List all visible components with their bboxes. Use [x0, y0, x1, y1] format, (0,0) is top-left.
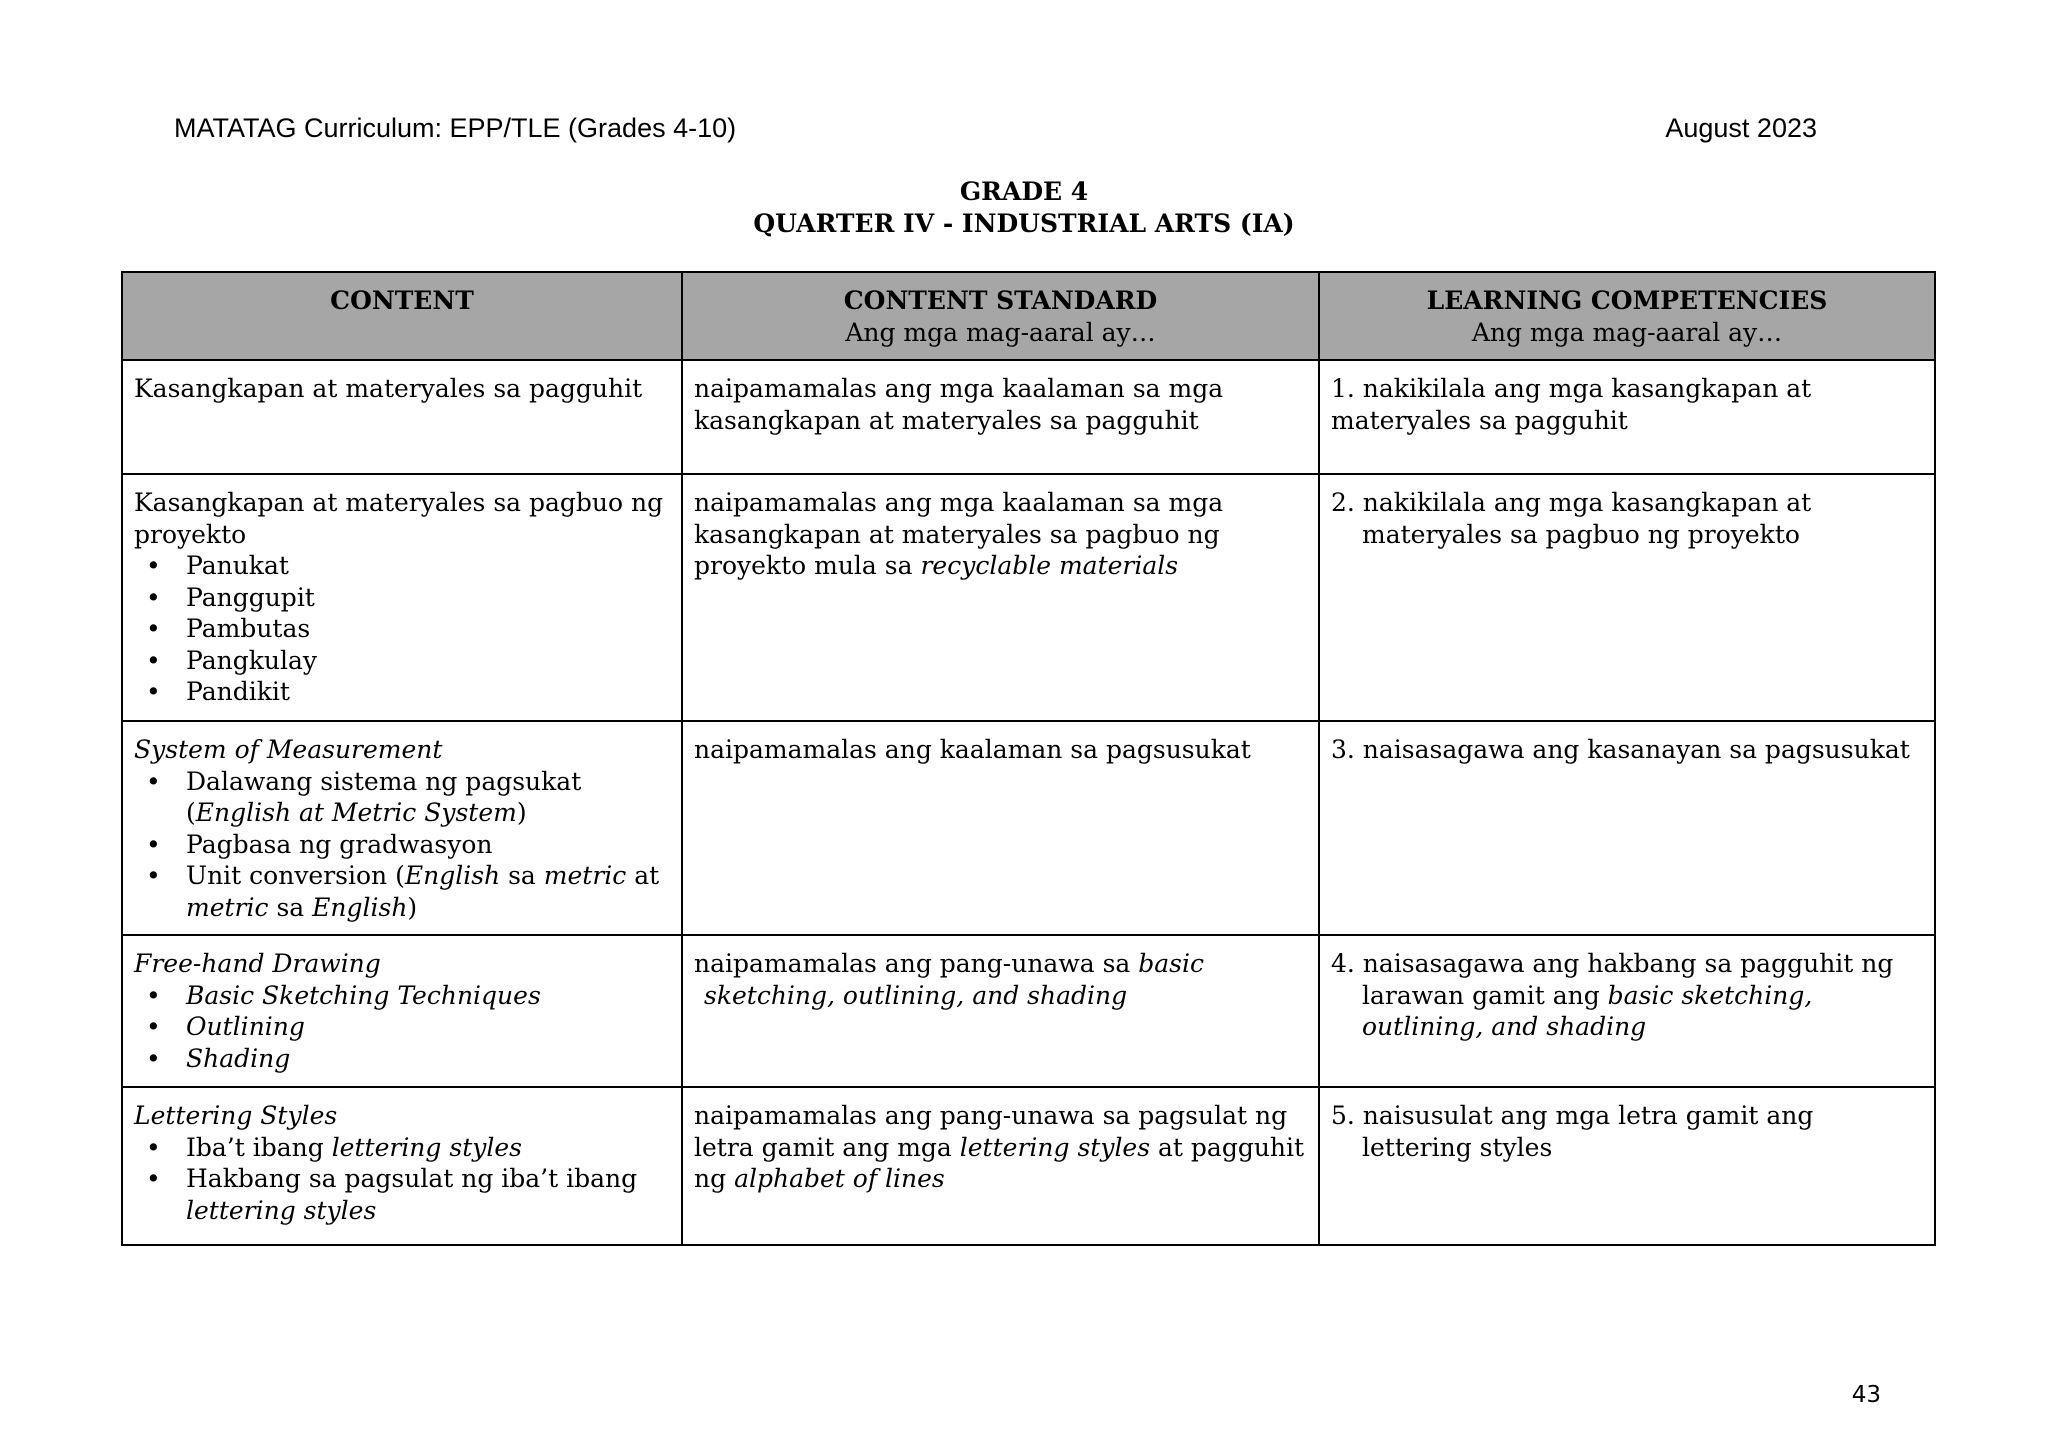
competency-text: 4. naisasagawa ang hakbang sa pagguhit ng larawan gamit ang basic sketching, outlining, and shading — [1331, 949, 1894, 1041]
content-list — [134, 980, 671, 1075]
table-row — [122, 360, 1935, 474]
content-cell — [122, 360, 682, 474]
list-item: • Shading — [186, 1043, 671, 1075]
list-item: • Pandikit — [186, 676, 671, 708]
content-cell — [122, 1087, 682, 1245]
list-item: • Pagbasa ng gradwasyon — [186, 829, 671, 861]
list-item: • Iba’t ibang lettering styles — [186, 1132, 671, 1164]
standard-cell — [682, 474, 1319, 721]
competency-text: 1. nakikilala ang mga kasangkapan at materyales sa pagguhit — [1331, 374, 1812, 435]
standard-text: naipamamalas ang kaalaman sa pagsusukat — [694, 735, 1251, 764]
content-cell — [122, 474, 682, 721]
column-subheading: Ang mga mag-aaral ay… — [1471, 317, 1783, 347]
content-title: Lettering Styles — [134, 1101, 338, 1130]
table-row — [122, 721, 1935, 935]
list-item: • Dalawang sistema ng pagsukat (English at Metric System) — [186, 766, 671, 829]
column-heading: CONTENT STANDARD — [843, 286, 1158, 315]
standard-text: naipamamalas ang pang-unawa sa basic sketching, outlining, and shading — [694, 949, 1205, 1010]
competency-text: 3. naisasagawa ang kasanayan sa pagsusukat — [1331, 735, 1910, 764]
content-title: Kasangkapan at materyales sa pagbuo ng proyekto — [134, 488, 664, 549]
document-header-title: MATATAG Curriculum: EPP/TLE (Grades 4-10) — [174, 113, 737, 143]
content-title: System of Measurement — [134, 735, 443, 764]
list-item: • Outlining — [186, 1011, 671, 1043]
content-cell — [122, 721, 682, 935]
list-item: • Panggupit — [186, 582, 671, 614]
content-title: Free-hand Drawing — [134, 949, 381, 978]
standard-cell — [682, 360, 1319, 474]
competency-cell — [1319, 1087, 1935, 1245]
competency-cell — [1319, 721, 1935, 935]
competency-text: 2. nakikilala ang mga kasangkapan at materyales sa pagbuo ng proyekto — [1331, 488, 1812, 549]
column-heading: LEARNING COMPETENCIES — [1426, 286, 1828, 315]
column-subheading: Ang mga mag-aaral ay… — [845, 317, 1156, 347]
list-item: • Hakbang sa pagsulat ng iba’t ibang lettering styles — [186, 1163, 671, 1226]
list-item: • Basic Sketching Techniques — [186, 980, 671, 1012]
table-row — [122, 1087, 1935, 1245]
column-header-competencies — [1319, 272, 1935, 360]
list-item: • Panukat — [186, 550, 671, 582]
page-number: 43 — [1851, 1382, 1881, 1408]
content-list — [134, 550, 671, 708]
standard-text: naipamamalas ang mga kaalaman sa mga kasangkapan at materyales sa pagbuo ng proyekto mula sa recyclable materials — [694, 488, 1224, 580]
competency-cell — [1319, 935, 1935, 1087]
content-list — [134, 1132, 671, 1227]
standard-cell — [682, 721, 1319, 935]
list-item: • Pambutas — [186, 613, 671, 645]
list-item: • Pangkulay — [186, 645, 671, 677]
document-header-date: August 2023 — [1665, 113, 1817, 143]
standard-cell — [682, 1087, 1319, 1245]
column-header-standard — [682, 272, 1319, 360]
curriculum-table — [121, 271, 1936, 1246]
standard-text: naipamamalas ang pang-unawa sa pagsulat ng letra gamit ang mga lettering styles at pagguhit ng alphabet of lines — [694, 1101, 1305, 1193]
table-row — [122, 474, 1935, 721]
grade-title: GRADE 4 — [959, 177, 1089, 206]
list-item: • Unit conversion (English sa metric at metric sa English) — [186, 860, 671, 923]
table-row — [122, 935, 1935, 1087]
table-header-row — [122, 272, 1935, 360]
competency-cell — [1319, 360, 1935, 474]
content-title: Kasangkapan at materyales sa pagguhit — [134, 374, 643, 403]
competency-cell — [1319, 474, 1935, 721]
standard-text: naipamamalas ang mga kaalaman sa mga kasangkapan at materyales sa pagguhit — [694, 374, 1224, 435]
content-cell — [122, 935, 682, 1087]
content-list — [134, 766, 671, 924]
standard-cell — [682, 935, 1319, 1087]
quarter-title: QUARTER IV - INDUSTRIAL ARTS (IA) — [753, 209, 1295, 238]
column-heading: CONTENT — [330, 286, 474, 315]
competency-text: 5. naisusulat ang mga letra gamit ang lettering styles — [1331, 1101, 1814, 1162]
column-header-content — [122, 272, 682, 360]
